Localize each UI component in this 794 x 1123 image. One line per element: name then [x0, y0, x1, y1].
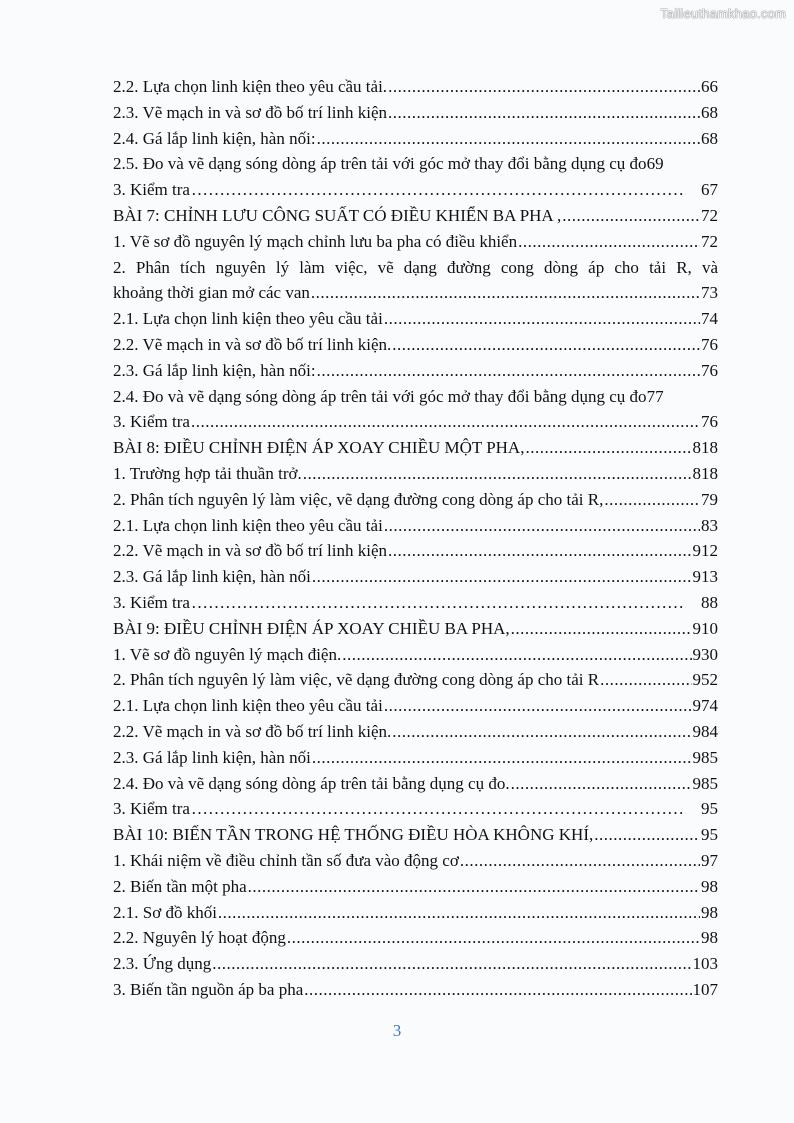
dot-leader	[562, 203, 700, 229]
dot-leader	[392, 332, 700, 358]
dot-leader	[311, 280, 700, 306]
toc-entry-page: 974	[692, 696, 718, 716]
dot-leader	[212, 951, 691, 977]
toc-entry-label: khoảng thời gian mở các van	[113, 283, 310, 303]
toc-entry-label: 2.4. Đo và vẽ dạng sóng dòng áp trên tải với góc mở thay đổi bằng dụng cụ đo	[113, 386, 647, 406]
toc-entry-page: 910	[692, 618, 718, 638]
dot-leader	[384, 306, 700, 332]
page-number: 3	[392, 1021, 402, 1040]
toc-entry-page: 98	[701, 902, 718, 922]
toc-entry-page: 95	[701, 799, 718, 819]
dot-leader	[312, 564, 692, 590]
toc-entry[interactable]	[113, 874, 718, 900]
toc-entry-label: 3. Kiểm tra	[113, 412, 190, 432]
dot-leader	[312, 745, 692, 771]
toc-entry[interactable]	[113, 332, 718, 358]
dot-leader	[511, 771, 692, 797]
toc-entry-label: 2.2. Vẽ mạch in và sơ đồ bố trí linh kiện	[113, 541, 388, 561]
dot-leader	[248, 874, 700, 900]
toc-entry[interactable]	[113, 280, 718, 306]
toc-entry[interactable]	[113, 177, 718, 203]
toc-entry-label: 2.2. Vẽ mạch in và sơ đồ bố trí linh kiện.	[113, 721, 392, 741]
toc-entry-label: 1. Vẽ sơ đồ nguyên lý mạch chỉnh lưu ba pha có điều khiển	[113, 231, 518, 251]
toc-entry-label: 2.5. Đo và vẽ dạng sóng dòng áp trên tải với góc mở thay đổi bằng dụng cụ đo	[113, 154, 647, 174]
toc-entry-page: 984	[692, 721, 718, 741]
dot-leader	[317, 126, 700, 152]
toc-entry-page: 68	[701, 102, 718, 122]
toc-entry-page: 103	[692, 954, 718, 974]
toc-entry-label: BÀI 8: ĐIỀU CHỈNH ĐIỆN ÁP XOAY CHIỀU MỘT PHA,	[113, 438, 525, 458]
dot-leader	[287, 925, 700, 951]
toc-entry-label: 1. Vẽ sơ đồ nguyên lý mạch điện.	[113, 644, 342, 664]
toc-entry[interactable]	[113, 126, 718, 152]
toc-entry[interactable]	[113, 358, 718, 384]
toc-entry-label: 3. Kiểm tra	[113, 799, 190, 819]
dot-leader	[191, 796, 686, 822]
toc-entry-page: 72	[701, 231, 718, 251]
dot-leader	[604, 487, 700, 513]
dot-leader	[191, 409, 700, 435]
toc-chapter-entry[interactable]	[113, 822, 718, 848]
toc-entry-label: 2. Phân tích nguyên lý làm việc, vẽ dạng đường cong dòng áp cho tải R	[113, 670, 600, 690]
toc-entry-page: 952	[692, 670, 718, 690]
toc-entry-label: BÀI 10: BIẾN TẦN TRONG HỆ THỐNG ĐIỀU HÒA KHÔNG KHÍ,	[113, 825, 594, 845]
toc-entry-page: 818	[692, 463, 718, 483]
toc-entry[interactable]	[113, 590, 718, 616]
toc-entry-label: 2. Biến tần một pha	[113, 876, 247, 896]
toc-entry[interactable]	[113, 564, 718, 590]
toc-entry-page: 985	[692, 773, 718, 793]
dot-leader	[388, 538, 691, 564]
toc-entry[interactable]	[113, 667, 718, 693]
toc-chapter-entry[interactable]	[113, 203, 718, 229]
dot-leader	[511, 616, 692, 642]
toc-entry-label: 2.3. Gá lắp linh kiện, hàn nối	[113, 747, 311, 767]
toc-entry-label: 2.2. Nguyên lý hoạt động	[113, 928, 286, 948]
toc-entry[interactable]	[113, 409, 718, 435]
toc-entry[interactable]	[113, 151, 718, 177]
toc-entry-page: 913	[692, 567, 718, 587]
toc-entry-label: 2.4. Gá lắp linh kiện, hàn nối:	[113, 128, 316, 148]
toc-chapter-entry[interactable]	[113, 616, 718, 642]
toc-entry[interactable]	[113, 100, 718, 126]
toc-entry-page: 98	[701, 876, 718, 896]
toc-entry-page: 76	[701, 334, 718, 354]
toc-entry[interactable]	[113, 461, 718, 487]
toc-entry-label: BÀI 7: CHỈNH LƯU CÔNG SUẤT CÓ ĐIỀU KHIỂN BA PHA ,	[113, 205, 562, 225]
dot-leader	[304, 977, 691, 1003]
toc-entry[interactable]	[113, 771, 718, 797]
toc-entry-page: 69	[646, 154, 664, 174]
toc-entry-page: 818	[692, 438, 718, 458]
toc-entry[interactable]	[113, 900, 718, 926]
dot-leader	[191, 590, 686, 616]
toc-entry-page: 88	[701, 592, 718, 612]
toc-entry-page: 83	[701, 515, 718, 535]
toc-entry-page: 912	[692, 541, 718, 561]
toc-entry[interactable]	[113, 538, 718, 564]
toc-entry-label: 2.4. Đo và vẽ dạng sóng dòng áp trên tải bằng dụng cụ đo.	[113, 773, 510, 793]
dot-leader	[594, 822, 700, 848]
toc-entry-label: 2.1. Sơ đồ khối	[113, 902, 217, 922]
toc-entry[interactable]	[113, 848, 718, 874]
toc-entry-label: 2.3. Gá lắp linh kiện, hàn nối	[113, 567, 311, 587]
toc-entry-label-line1[interactable]: 2. Phân tích nguyên lý làm việc, vẽ dạng đường cong dòng áp cho tải R, và	[113, 257, 718, 277]
toc-entry-page: 985	[692, 747, 718, 767]
toc-entry-label: 1. Trường hợp tải thuần trở.	[113, 463, 302, 483]
toc-entry-label: 3. Biến tần nguồn áp ba pha	[113, 979, 304, 999]
toc-entry-label: 2.1. Lựa chọn linh kiện theo yêu cầu tải	[113, 696, 383, 716]
toc-entry-page: 930	[692, 644, 718, 664]
dot-leader	[392, 719, 691, 745]
dot-leader	[388, 100, 700, 126]
toc-entry-page: 77	[646, 386, 664, 406]
toc-entry-page: 66	[701, 77, 718, 96]
dot-leader	[460, 848, 700, 874]
toc-entry-page: 95	[701, 825, 718, 845]
toc-entry-label: 2.1. Lựa chọn linh kiện theo yêu cầu tải	[113, 515, 383, 535]
dot-leader	[191, 177, 686, 203]
toc-entry[interactable]	[113, 693, 718, 719]
dot-leader	[388, 74, 700, 100]
toc-entry-label: 2.3. Vẽ mạch in và sơ đồ bố trí linh kiện	[113, 102, 388, 122]
toc-entry-label: 2.2. Lựa chọn linh kiện theo yêu cầu tải.	[113, 77, 388, 96]
toc-entry[interactable]	[113, 74, 718, 100]
toc-entry[interactable]	[113, 977, 718, 1003]
toc-entry-page: 97	[701, 850, 718, 870]
dot-leader	[218, 900, 700, 926]
toc-entry[interactable]	[113, 229, 718, 255]
toc-entry[interactable]	[113, 925, 718, 951]
toc-entry-label: 1. Khái niệm về điều chỉnh tần số đưa vào động cơ	[113, 850, 459, 870]
toc-entry[interactable]	[113, 796, 718, 822]
toc-entry[interactable]	[113, 384, 718, 410]
toc-entry[interactable]	[113, 513, 718, 539]
toc-entry-label: BÀI 9: ĐIỀU CHỈNH ĐIỆN ÁP XOAY CHIỀU BA PHA,	[113, 618, 510, 638]
toc-entry-page: 73	[701, 283, 718, 303]
toc-entry-label: 2.2. Vẽ mạch in và sơ đồ bố trí linh kiện.	[113, 334, 392, 354]
toc-entry-page: 74	[701, 309, 718, 329]
toc-entry-label: 2. Phân tích nguyên lý làm việc, vẽ dạng đường cong dòng áp cho tải R,	[113, 489, 604, 509]
dot-leader	[317, 358, 700, 384]
dot-leader	[384, 513, 700, 539]
table-of-contents	[113, 74, 718, 1003]
toc-entry-label: 2.1. Lựa chọn linh kiện theo yêu cầu tải	[113, 309, 383, 329]
toc-entry-label: 3. Kiểm tra	[113, 180, 190, 200]
toc-chapter-entry[interactable]	[113, 435, 718, 461]
toc-entry[interactable]	[113, 951, 718, 977]
toc-entry-page: 98	[701, 928, 718, 948]
toc-entry-page: 76	[701, 412, 718, 432]
toc-entry[interactable]	[113, 642, 718, 668]
dot-leader	[303, 461, 692, 487]
toc-entry-page: 68	[701, 128, 718, 148]
toc-entry-page: 76	[701, 360, 718, 380]
toc-entry-label: 3. Kiểm tra	[113, 592, 190, 612]
dot-leader	[600, 667, 691, 693]
toc-entry[interactable]	[113, 487, 718, 513]
toc-entry[interactable]	[113, 306, 718, 332]
watermark: Tailieuthamkhao.com	[660, 6, 786, 21]
toc-entry-label: 2.3. Gá lắp linh kiện, hàn nối:	[113, 360, 316, 380]
toc-entry-page: 79	[701, 489, 718, 509]
dot-leader	[518, 229, 700, 255]
dot-leader	[342, 642, 691, 668]
toc-entry-page: 72	[701, 205, 718, 225]
toc-entry[interactable]	[113, 745, 718, 771]
toc-entry-page: 107	[692, 979, 718, 999]
dot-leader	[525, 435, 691, 461]
dot-leader	[384, 693, 692, 719]
toc-entry[interactable]	[113, 719, 718, 745]
toc-entry-page: 67	[701, 180, 718, 200]
toc-entry-label: 2.3. Ứng dụng	[113, 954, 212, 974]
